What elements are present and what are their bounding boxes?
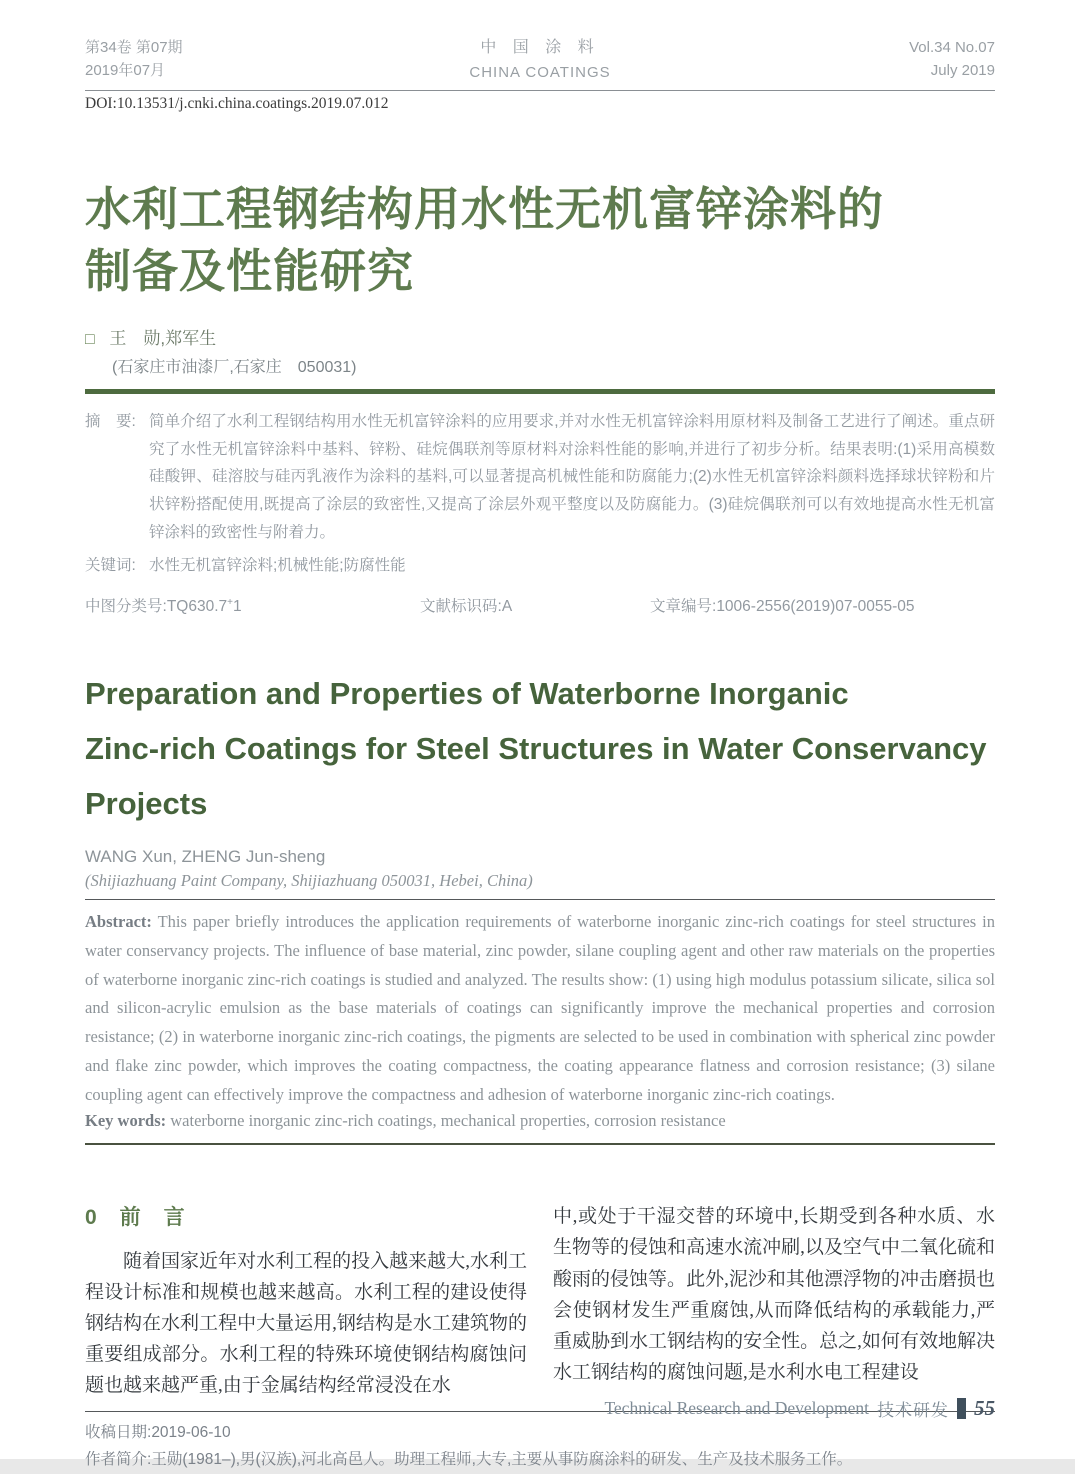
abstract-en-text: This paper briefly introduces the application requirements of waterborne inorganic zinc-rich coatings for steel structures in water conservancy projects. The influence of base material, zinc powder, silane coupling agent and other raw materials on the properties of waterborne inorganic zinc-rich coatings is studied and analyzed. The results show: (1) using high modulus potassium silicate, silica sol and silicon-acrylic emulsion as the base materials of coatings can significantly improve the mechanical properties and corrosion resistance; (2) in waterborne inorganic zinc-rich coatings, the pigments are selected to be used in combination with spherical zinc powder and flake zinc powder, which improves the coating compactness, the coating appearance flatness and corrosion resistance; (3) silane coupling agent can effectively improve the compactness and adhesion of waterborne inorganic zinc-rich coatings. — [85, 912, 996, 1104]
section-heading-intro: 0 前 言 — [85, 1206, 186, 1230]
keywords-en-label: Key words: — [85, 1111, 167, 1131]
volume-issue-cn: 第34卷 第07期 — [85, 39, 183, 56]
keywords-cn-label: 关键词: — [85, 557, 136, 575]
document-code: 文献标识码:A — [420, 597, 513, 615]
footer-section-cn: 技术研发 — [877, 1401, 949, 1420]
article-title-en-line3: Projects — [85, 786, 208, 822]
article-id: 文章编号:1006-2556(2019)07-0055-05 — [650, 597, 915, 615]
journal-name-cn: 中 国 涂 料 — [480, 39, 600, 56]
body-columns — [85, 1201, 995, 1401]
page-footer — [604, 1396, 995, 1421]
affiliation-en: (Shijiazhuang Paint Company, Shijiazhuang 050031, Hebei, China) — [85, 871, 533, 891]
header-volume-issue-en — [795, 36, 995, 83]
body-column-left — [85, 1201, 527, 1401]
abstract-cn-block — [85, 408, 995, 579]
keywords-cn-text: 水性无机富锌涂料;机械性能;防腐性能 — [149, 557, 406, 575]
header-divider — [85, 90, 995, 91]
authors-cn-row — [85, 324, 995, 349]
received-date-line: 收稿日期:2019-06-10 — [85, 1424, 231, 1442]
keywords-en — [85, 1111, 995, 1131]
abstract-body-divider — [85, 1143, 995, 1145]
english-header-divider — [85, 899, 995, 900]
abstract-en-label: Abstract: — [85, 912, 152, 932]
doi-line: DOI:10.13531/j.cnki.china.coatings.2019.07.012 — [85, 95, 389, 113]
authors-en: WANG Xun, ZHENG Jun-sheng — [85, 847, 326, 867]
date-cn: 2019年07月 — [85, 62, 166, 80]
journal-name-block — [469, 36, 610, 84]
journal-header — [85, 36, 995, 113]
journal-name-en: CHINA COATINGS — [469, 63, 611, 81]
abstract-cn-label: 摘 要: — [85, 413, 136, 431]
authors-cn: 王 勋,郑军生 — [109, 329, 217, 349]
affiliation-cn: (石家庄市油漆厂,石家庄 050031) — [112, 359, 357, 377]
article-title-cn — [85, 179, 995, 302]
date-en: July 2019 — [930, 62, 995, 80]
volume-issue-en: Vol.34 No.07 — [909, 39, 995, 56]
article-title-cn-line2: 制备及性能研究 — [85, 244, 414, 297]
clc-number: 中图分类号:TQ630.7+1 — [85, 596, 242, 615]
body-paragraph-right: 中,或处于干湿交替的环境中,长期受到各种水质、水生物等的侵蚀和高速水流冲刷,以及空气中二氧化硫和酸雨的侵蚀等。此外,泥沙和其他漂浮物的冲击磨损也会使钢材发生严重腐蚀,从而降低结构的承载能力,严重威胁到水工钢结构的安全性。总之,如何有效地解决水工钢结构的腐蚀问题,是水利水电工程建设 — [553, 1206, 995, 1383]
page-number: 55 — [974, 1396, 995, 1420]
article-title-en-line2: Zinc-rich Coatings for Steel Structures in Water Conservancy — [85, 730, 987, 766]
article-title-en-line1: Preparation and Properties of Waterborne Inorganic — [85, 675, 849, 711]
abstract-en — [85, 908, 995, 1109]
body-column-right — [553, 1201, 995, 1401]
classification-row — [85, 594, 995, 616]
keywords-en-text: waterborne inorganic zinc-rich coatings, mechanical properties, corrosion resistance — [170, 1111, 726, 1131]
footer-section-en: Technical Research and Development — [604, 1398, 869, 1418]
author-square-icon: □ — [85, 331, 95, 349]
article-title-en — [85, 666, 995, 832]
body-paragraph-left: 随着国家近年对水利工程的投入越来越大,水利工程设计标准和规模也越来越高。水利工程的建设使得钢结构在水利工程中大量运用,钢结构是水工建筑物的重要组成部分。水利工程的特殊环境使钢结构腐蚀问题也越来越严重,由于金属结构经常浸没在水 — [85, 1250, 527, 1397]
abstract-cn-text: 简单介绍了水利工程钢结构用水性无机富锌涂料的应用要求,并对水性无机富锌涂料用原材料及制备工艺进行了阐述。重点研究了水性无机富锌涂料中基料、锌粉、硅烷偶联剂等原材料对涂料性能的影响,并进行了初步分析。结果表明:(1)采用高模数硅酸钾、硅溶胶与硅丙乳液作为涂料的基料,可以显著提高机械性能和防腐能力;(2)水性无机富锌涂料颜料选择球状锌粉和片状锌粉搭配使用,既提高了涂层的致密性,又提高了涂层外观平整度以及防腐能力。(3)硅烷偶联剂可以有效地提高水性无机富锌涂料的致密性与附着力。 — [149, 413, 995, 541]
author-bio-line: 作者简介:王勋(1981–),男(汉族),河北高邑人。助理工程师,大专,主要从事防腐涂料的研发、生产及技术服务工作。 — [85, 1451, 853, 1469]
article-title-cn-line1: 水利工程钢结构用水性无机富锌涂料的 — [85, 183, 884, 236]
footer-bar-icon — [957, 1398, 966, 1419]
title-separator-bar — [85, 389, 995, 394]
header-volume-issue-cn — [85, 36, 285, 83]
